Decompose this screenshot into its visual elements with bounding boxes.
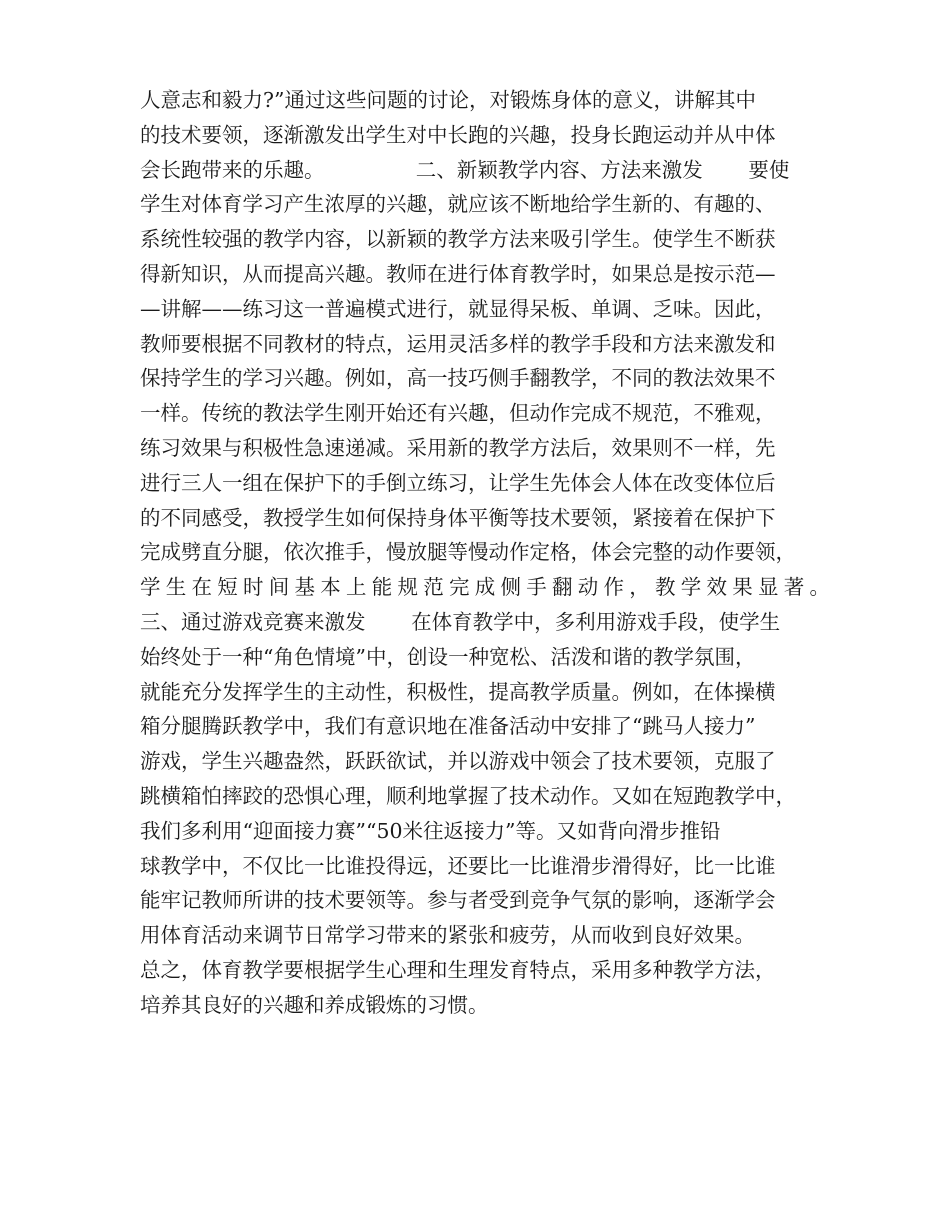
text-line: 进行三人一组在保护下的手倒立练习，让学生先体会人体在改变体位后: [140, 470, 776, 495]
text-line: 一样。传统的教法学生刚开始还有兴趣，但动作完成不规范，不雅观，: [140, 401, 776, 426]
text-line: 系统性较强的教学内容，以新颖的教学方法来吸引学生。使学生不断获: [140, 227, 776, 252]
text-line: 箱分腿腾跃教学中，我们有意识地在准备活动中安排了“跳马人接力”: [140, 714, 756, 739]
text-line: 三、通过游戏竞赛来激发 在体育教学中，多利用游戏手段，使学生: [140, 609, 781, 634]
text-line: 教师要根据不同教材的特点，运用灵活多样的教学手段和方法来激发和: [140, 331, 776, 356]
text-line: 的技术要领，逐渐激发出学生对中长跑的兴趣，投身长跑运动并从中体: [140, 122, 776, 147]
text-line: 保持学生的学习兴趣。例如，高一技巧侧手翻教学，不同的教法效果不: [140, 366, 776, 391]
text-line: 会长跑带来的乐趣。 二、新颖教学内容、方法来激发 要使: [140, 157, 790, 182]
text-line: 培养其良好的兴趣和养成锻炼的习惯。: [140, 992, 489, 1017]
text-line: 完成劈直分腿，依次推手，慢放腿等慢动作定格，体会完整的动作要领，: [140, 540, 796, 565]
text-line: 游戏，学生兴趣盎然，跃跃欲试，并以游戏中领会了技术要领，克服了: [140, 749, 776, 774]
text-line: 就能充分发挥学生的主动性，积极性，提高教学质量。例如，在体操横: [140, 679, 776, 704]
text-line: —讲解——练习这一普遍模式进行，就显得呆板、单调、乏味。因此，: [140, 296, 776, 321]
text-line: 练习效果与积极性急速递减。采用新的教学方法后，效果则不一样，先: [140, 435, 776, 460]
text-line: 的不同感受，教授学生如何保持身体平衡等技术要领，紧接着在保护下: [140, 505, 776, 530]
text-line: 始终处于一种“角色情境”中，创设一种宽松、活泼和谐的教学氛围，: [140, 644, 756, 669]
text-line: 人意志和毅力?”通过这些问题的讨论，对锻炼身体的意义，讲解其中: [140, 88, 756, 112]
text-line: 总之，体育教学要根据学生心理和生理发育特点，采用多种教学方法，: [140, 957, 776, 982]
text-line: 得新知识，从而提高兴趣。教师在进行体育教学时，如果总是按示范—: [140, 261, 776, 286]
text-line: 学生对体育学习产生浓厚的兴趣，就应该不断地给学生新的、有趣的、: [140, 192, 776, 217]
body-text: [140, 83, 830, 1023]
text-line: 跳横箱怕摔跤的恐惧心理，顺利地掌握了技术动作。又如在短跑教学中，: [140, 783, 796, 808]
text-line: 能牢记教师所讲的技术要领等。参与者受到竞争气氛的影响，逐渐学会: [140, 888, 776, 913]
text-line: 球教学中，不仅比一比谁投得远，还要比一比谁滑步滑得好，比一比谁: [140, 853, 776, 878]
text-line: 我们多利用“迎面接力赛”“50米往返接力”等。又如背向滑步推铅: [140, 818, 721, 843]
text-line: 用体育活动来调节日常学习带来的紧张和疲劳，从而收到良好效果。: [140, 923, 755, 948]
text-line: 学生在短时间基本上能规范完成侧手翻动作，教学效果显著。: [140, 575, 830, 600]
